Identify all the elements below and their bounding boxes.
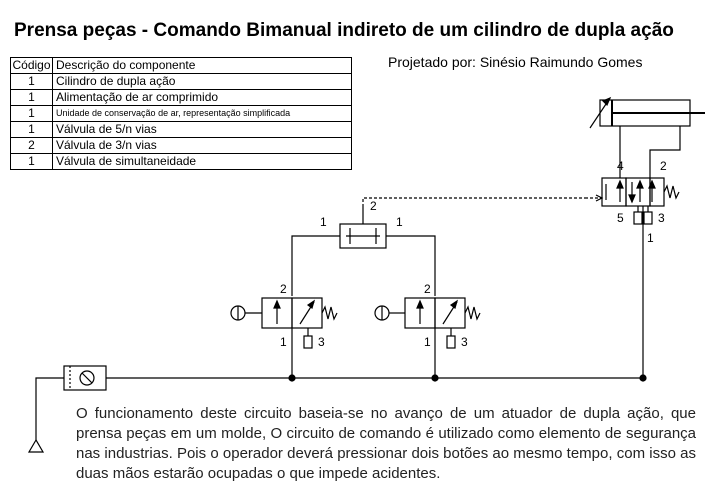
v5-exhaust-3-silencer [644, 212, 652, 224]
port-label: 2 [660, 159, 667, 173]
v3b-flow-a-head [417, 301, 423, 308]
pilot-signal-line [363, 198, 585, 207]
v3a-silencer [304, 336, 312, 348]
v5-square-mid [626, 178, 650, 206]
port-label: 5 [617, 211, 624, 225]
v5-spring [664, 186, 679, 198]
row-code: 1 [11, 154, 53, 170]
row-description: Alimentação de ar comprimido [53, 90, 352, 106]
port-label: 3 [658, 211, 665, 225]
row-description: Válvula de 3/n vias [53, 138, 352, 154]
row-code: 1 [11, 74, 53, 90]
port-label: 1 [424, 335, 431, 349]
port-label: 3 [461, 335, 468, 349]
port-label: 1 [320, 215, 327, 229]
row-description: Cilindro de dupla ação [53, 74, 352, 90]
junction-left [289, 375, 295, 381]
row-code: 1 [11, 90, 53, 106]
air-source-symbol [29, 440, 43, 452]
row-description: Válvula de simultaneidade [53, 154, 352, 170]
v5-flow-b-head [629, 195, 635, 202]
port-label: 2 [424, 282, 431, 296]
author-credit: Projetado por: Sinésio Raimundo Gomes [388, 54, 643, 70]
signal-line-left [292, 236, 340, 296]
v3b-silencer [447, 336, 455, 348]
row-description: Unidade de conservação de ar, representação simplificada [53, 106, 352, 122]
page-title: Prensa peças - Comando Bimanual indireto de um cilindro de dupla ação [14, 20, 674, 41]
port-labels [280, 159, 667, 349]
v3a-spring [322, 307, 337, 319]
cushion-arrowhead [603, 98, 610, 105]
v3a-flow-a-head [274, 301, 280, 308]
row-description: Válvula de 5/n vias [53, 122, 352, 138]
port-label: 1 [647, 231, 654, 245]
conditioning-unit-needle [82, 373, 92, 383]
v3a-flow-b-head [308, 301, 314, 308]
v3b-flow-b-head [451, 301, 457, 308]
row-code: 1 [11, 106, 53, 122]
junction-right [640, 375, 646, 381]
port-label: 1 [396, 215, 403, 229]
header-description: Descrição do componente [53, 58, 352, 74]
header-code: Código [12, 58, 51, 72]
simultaneity-valve [340, 207, 386, 248]
v5-flow-c-head [637, 181, 643, 188]
port-label: 3 [318, 335, 325, 349]
junction-mid [432, 375, 438, 381]
row-code: 2 [11, 138, 53, 154]
supply-pipe [36, 378, 64, 440]
v3b-spring [465, 307, 480, 319]
cylinder-supply-lines [620, 132, 680, 178]
v5-exhaust-5-silencer [634, 212, 642, 224]
port-label: 2 [280, 282, 287, 296]
row-code: 1 [11, 122, 53, 138]
circuit-description: O funcionamento deste circuito baseia-se no avanço de um atuador de dupla ação, que prensa peças em um molde, O circuito de comando é utilizado como elemento de segurança nas industrias. Pois o operador deverá pressionar dois botões ao mesmo tempo, com isso as duas mãos estarão ocupadas o que impede acidentes. [76, 405, 696, 482]
port-label: 1 [280, 335, 287, 349]
port-label: 2 [370, 199, 377, 213]
v5-flow-a-head [617, 181, 623, 188]
five-way-valve [585, 178, 679, 228]
port-label: 4 [617, 159, 624, 173]
double-acting-cylinder [590, 98, 705, 132]
